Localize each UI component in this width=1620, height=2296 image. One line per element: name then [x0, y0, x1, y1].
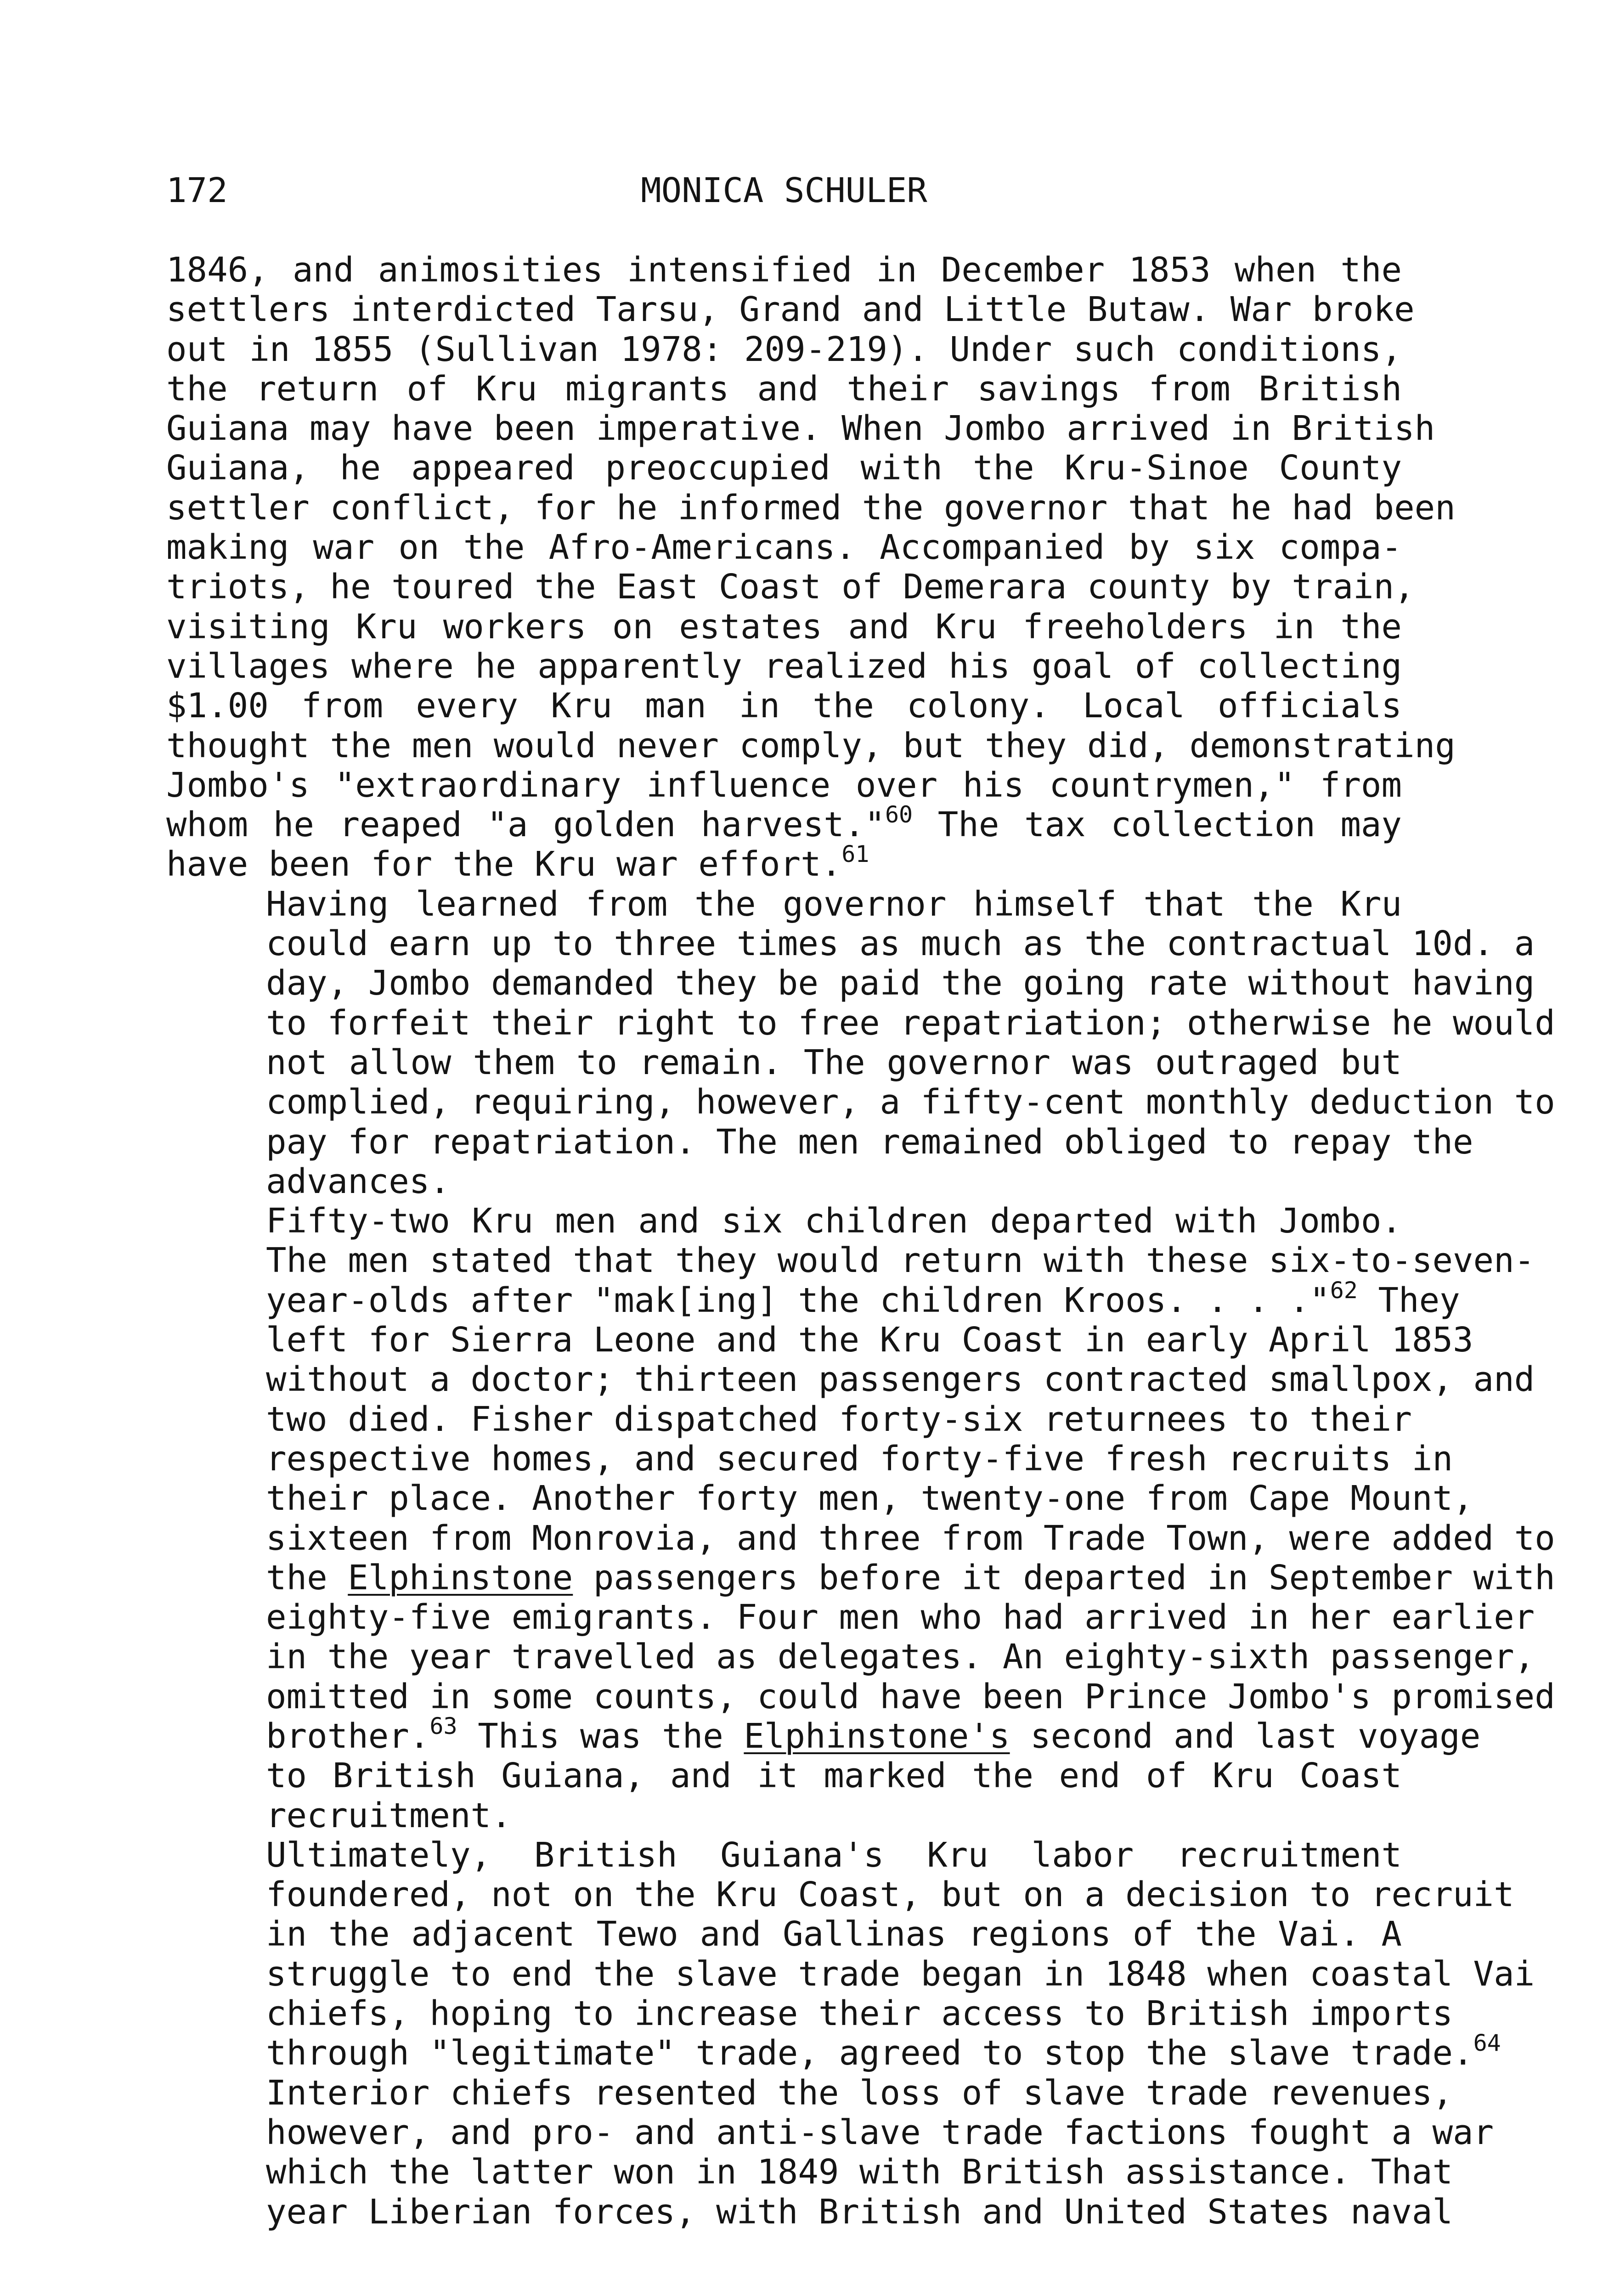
- footnote-ref-61: 61: [841, 841, 869, 868]
- text-line: which the latter won in 1849 with British assistance. That: [266, 2152, 1453, 2192]
- text-line: eighty-five emigrants. Four men who had arrived in her earlier: [266, 1598, 1535, 1638]
- text-line: complied, requiring, however, a fifty-cent monthly deduction to: [266, 1082, 1555, 1122]
- text-line: day, Jombo demanded they be paid the going rate without having: [266, 963, 1535, 1003]
- text-line: Guiana, he appeared preoccupied with the Kru-Sinoe County: [166, 448, 1402, 488]
- footnote-ref-64: 64: [1473, 2030, 1501, 2057]
- text-line: settlers interdicted Tarsu, Grand and Little Butaw. War broke: [166, 290, 1415, 330]
- text-line: thought the men would never comply, but they did, demonstrating: [166, 726, 1456, 765]
- text-line: Fifty-two Kru men and six children departed with Jombo.: [266, 1201, 1402, 1241]
- text-line: have been for the Kru war effort.$^{61}$: [166, 841, 869, 884]
- text-line: triots, he toured the East Coast of Demerara county by train,: [166, 567, 1415, 607]
- text-line: 1846, and animosities intensified in December 1853 when the: [166, 250, 1402, 290]
- paragraph-1: [166, 250, 1456, 884]
- text-line: the Elphinstone passengers before it departed in September with: [266, 1558, 1555, 1598]
- running-head: MONICA SCHULER: [641, 171, 927, 210]
- ship-name: Elphinstone: [348, 1558, 573, 1598]
- paragraph-2: [166, 884, 1555, 1201]
- text-line: could earn up to three times as much as the contractual 10d. a: [266, 924, 1535, 964]
- text-line: in the adjacent Tewo and Gallinas regions of the Vai. A: [266, 1914, 1402, 1954]
- text-line: whom he reaped "a golden harvest."$^{60}$ The tax collection may: [166, 801, 1402, 845]
- text-line: two died. Fisher dispatched forty-six returnees to their: [266, 1399, 1412, 1439]
- text-line: however, and pro- and anti-slave trade factions fought a war: [266, 2112, 1494, 2152]
- text-line: visiting Kru workers on estates and Kru freeholders in the: [166, 607, 1402, 647]
- paragraph-3: [166, 1201, 1555, 1835]
- ship-name: Elphinstone's: [744, 1716, 1010, 1756]
- text-line: to British Guiana, and it marked the end of Kru Coast: [266, 1756, 1402, 1796]
- text-line: Interior chiefs resented the loss of slave trade revenues,: [266, 2073, 1453, 2113]
- text-line: chiefs, hoping to increase their access to British imports: [266, 1994, 1453, 2034]
- text-line: Guiana may have been imperative. When Jombo arrived in British: [166, 409, 1435, 449]
- text-line: to forfeit their right to free repatriation; otherwise he would: [266, 1003, 1555, 1043]
- footnote-ref-62: 62: [1330, 1277, 1358, 1304]
- text-line: their place. Another forty men, twenty-one from Cape Mount,: [266, 1479, 1473, 1519]
- text-line: advances.: [266, 1161, 450, 1201]
- text-line: sixteen from Monrovia, and three from Trade Town, were added to: [266, 1518, 1555, 1558]
- body-text: [166, 250, 1555, 2232]
- text-line: settler conflict, for he informed the governor that he had been: [166, 488, 1456, 528]
- text-line: not allow them to remain. The governor was outraged but: [266, 1042, 1402, 1082]
- text-line: respective homes, and secured forty-five fresh recruits in: [266, 1439, 1453, 1479]
- text-line: $1.00 from every Kru man in the colony. Local officials: [166, 686, 1402, 726]
- page-header: [166, 171, 1402, 226]
- paragraph-4: [166, 1835, 1535, 2232]
- text-line: out in 1855 (Sullivan 1978: 209-219). Under such conditions,: [166, 329, 1402, 369]
- text-line: through "legitimate" trade, agreed to stop the slave trade.$^{64}$: [266, 2030, 1501, 2073]
- text-line: pay for repatriation. The men remained obliged to repay the: [266, 1122, 1473, 1162]
- footnote-ref-60: 60: [885, 801, 913, 828]
- text-line: struggle to end the slave trade began in 1848 when coastal Vai: [266, 1954, 1535, 1994]
- text-line: Jombo's "extraordinary influence over his countrymen," from: [166, 765, 1402, 805]
- text-line: the return of Kru migrants and their savings from British: [166, 369, 1402, 409]
- text-line: foundered, not on the Kru Coast, but on a decision to recruit: [266, 1875, 1514, 1915]
- page-number: 172: [166, 171, 228, 210]
- text-line: making war on the Afro-Americans. Accompanied by six compa-: [166, 528, 1402, 568]
- footnote-ref-63: 63: [429, 1712, 457, 1739]
- text-line: left for Sierra Leone and the Kru Coast in early April 1853: [266, 1320, 1473, 1360]
- text-line: year-olds after "mak[ing] the children Kroos. . . ."$^{62}$ They: [266, 1277, 1460, 1320]
- text-line: Having learned from the governor himself that the Kru: [266, 884, 1402, 924]
- text-line: The men stated that they would return with these six-to-seven-: [266, 1241, 1535, 1281]
- text-line: villages where he apparently realized his goal of collecting: [166, 646, 1402, 686]
- text-line: in the year travelled as delegates. An eighty-sixth passenger,: [266, 1637, 1535, 1677]
- text-line: without a doctor; thirteen passengers contracted smallpox, and: [266, 1360, 1535, 1400]
- text-line: year Liberian forces, with British and United States naval: [266, 2192, 1453, 2232]
- text-line: omitted in some counts, could have been Prince Jombo's promised: [266, 1677, 1555, 1716]
- text-line: recruitment.: [266, 1795, 512, 1835]
- text-line: Ultimately, British Guiana's Kru labor recruitment: [266, 1835, 1402, 1875]
- text-line: brother.$^{63}$ This was the Elphinstone's second and last voyage: [266, 1712, 1481, 1756]
